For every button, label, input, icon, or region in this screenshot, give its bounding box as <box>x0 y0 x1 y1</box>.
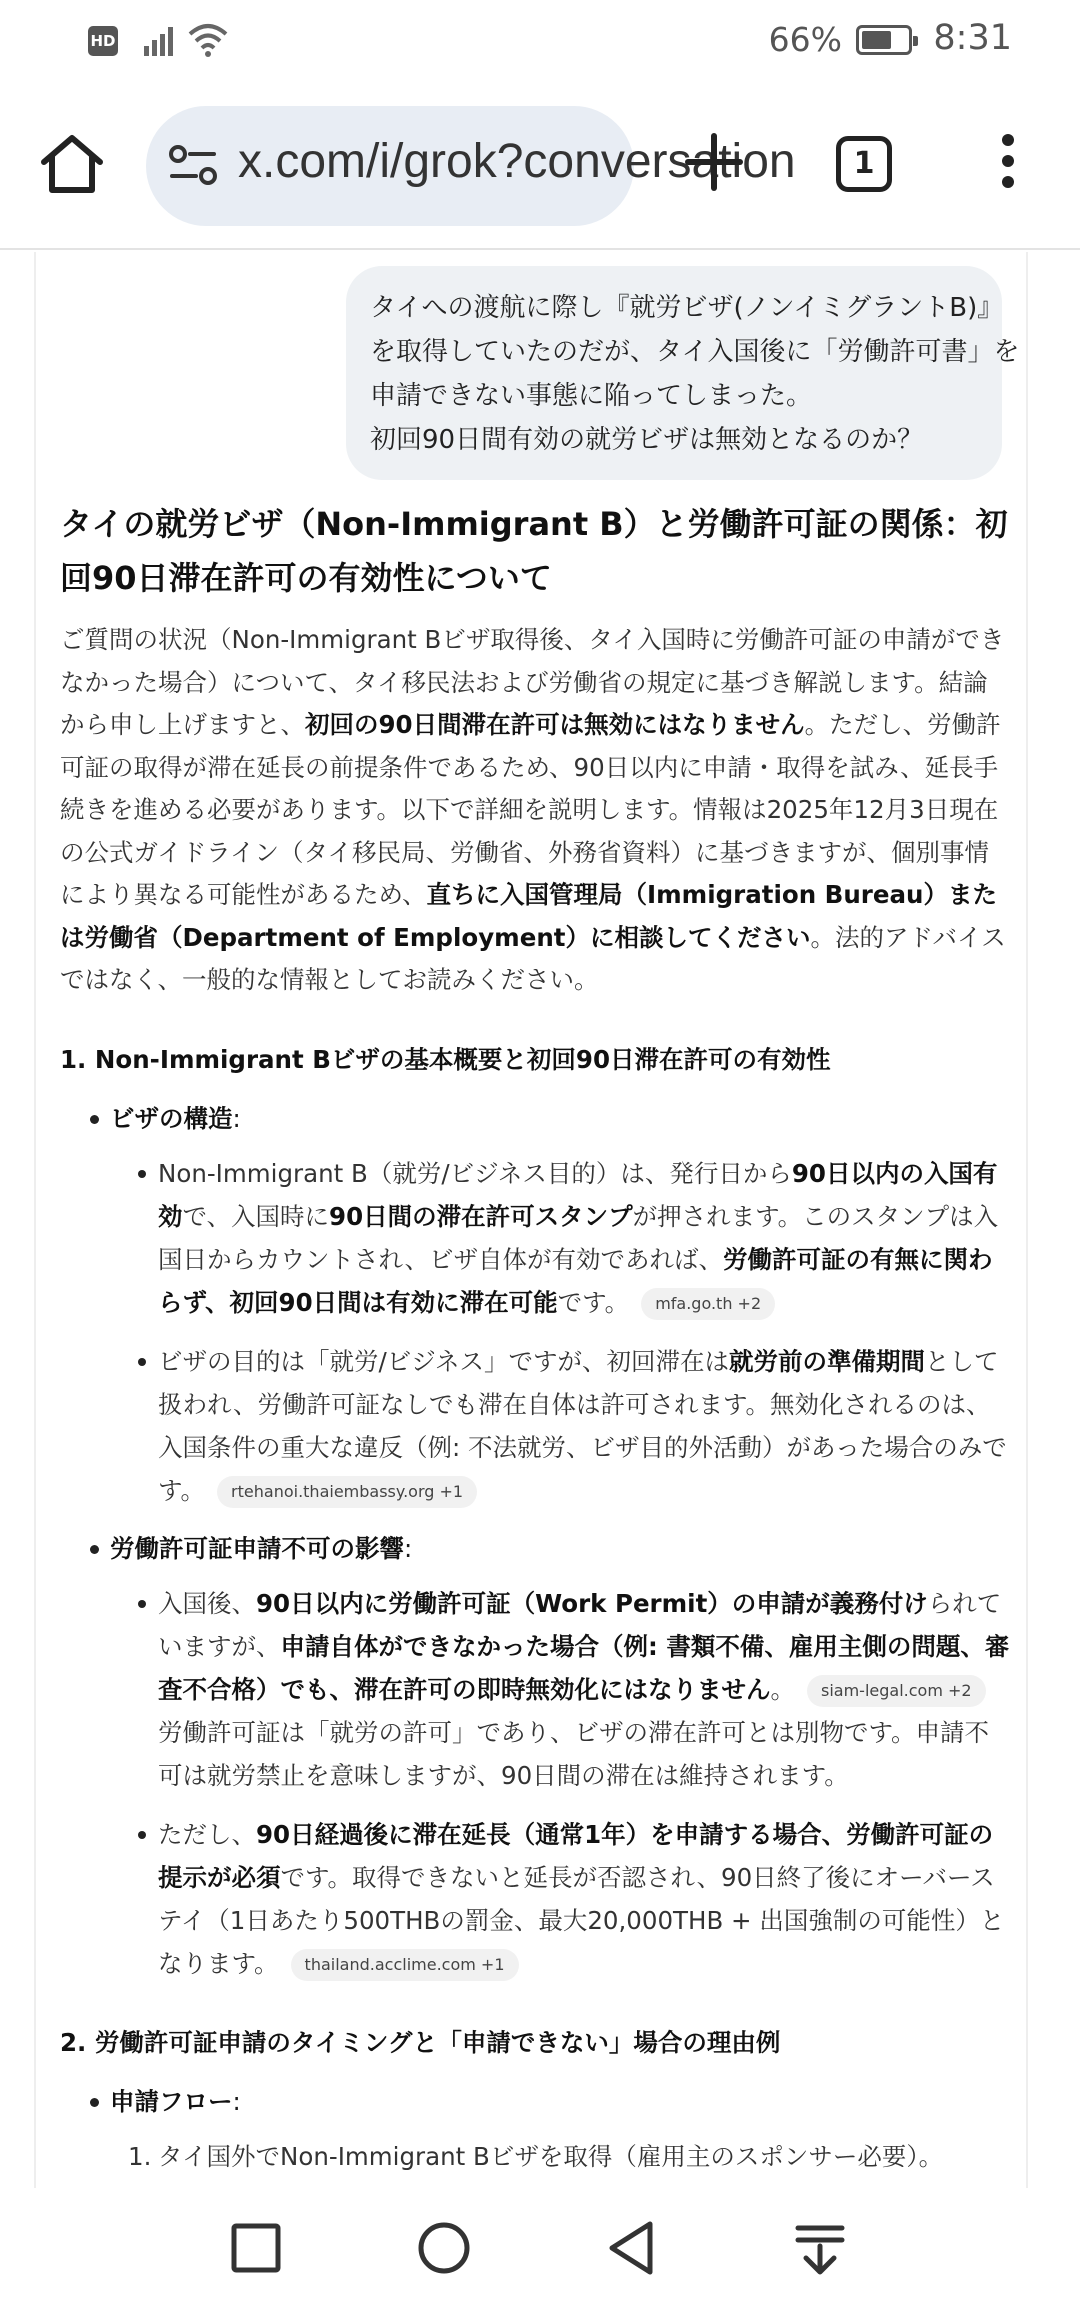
signal-icon <box>144 24 180 56</box>
user-message-line: 初回90日間有効の就労ビザは無効となるのか？ <box>370 425 924 455</box>
source-chip[interactable]: siam-legal.com +2 <box>807 1675 986 1707</box>
home-icon[interactable] <box>38 130 106 198</box>
battery-fill <box>862 31 891 49</box>
user-message-bubble <box>346 266 1020 480</box>
battery-percent: 66% <box>768 20 842 59</box>
home-circle-icon[interactable] <box>412 2216 476 2280</box>
assistant-answer <box>60 497 1010 2192</box>
list-item: 労働許可証申請不可の影響: 入国後、90日以内に労働許可証（Work Permit）の申請が義務付けられていますが、申請自体ができなかった場合（例: 書類不備、雇用主側の問題、審査不合格）でも、滞在許可の即時無効化にはなりません。 siam-legal.com +2 労働許可証は「就労の許可」であり、ビザの滞在許可とは別物です。申請不可は就労禁止を意味しますが、90日間の滞在は維持されます。 ただし、90日経過後に滞在延長（通常1年）を申請する場合、労働許可証の提示が必須です。取得できないと延長が否認され、90日終了後にオーバーステイ（1日あたり500THBの罰金、最大20,000THB + 出国強制の可能性）となります。 thailand.acclime.com +1 <box>60 1528 1010 1985</box>
site-settings-icon[interactable] <box>168 142 220 190</box>
section-heading: 1. Non-Immigrant Bビザの基本概要と初回90日滞在許可の有効性 <box>60 1044 831 1074</box>
battery-icon <box>856 25 912 55</box>
sub-list-item: ビザの目的は「就労/ビジネス」ですが、初回滞在は就労前の準備期間として扱われ、労働許可証なしでも滞在自体は許可されます。無効化されるのは、入国条件の重大な違反（例: 不法就労、ビザ目的外活動）があった場合のみです。 rtehanoi.thaiembassy.org +1 <box>110 1340 1010 1512</box>
sub-list <box>110 1152 1010 1512</box>
recents-square-icon[interactable] <box>224 2216 288 2280</box>
status-bar <box>0 0 1080 82</box>
more-menu-icon[interactable] <box>990 134 1026 194</box>
numbered-list <box>110 2135 1010 2178</box>
sub-list-item: ただし、90日経過後に滞在延長（通常1年）を申請する場合、労働許可証の提示が必須です。取得できないと延長が否認され、90日終了後にオーバーステイ（1日あたり500THBの罰金、最大20,000THB + 出国強制の可能性）となります。 thailand.acclime.com +1 <box>110 1813 1010 1985</box>
source-chip[interactable]: rtehanoi.thaiembassy.org +1 <box>217 1476 477 1508</box>
wifi-icon <box>188 22 228 58</box>
answer-intro: ご質問の状況（Non-Immigrant Bビザ取得後、タイ入国時に労働許可証の申請ができなかった場合）について、タイ移民法および労働省の規定に基づき解説します。結論から申し上げますと、初回の90日間滞在許可は無効にはなりません。ただし、労働許可証の取得が滞在延長の前提条件であるため、90日以内に申請・取得を試み、延長手続きを進める必要があります。以下で詳細を説明します。情報は2025年12月3日現在の公式ガイドライン（タイ移民局、労働省、外務省資料）に基づきますが、個別事情により異なる可能性があるため、直ちに入国管理局（Immigration Bureau）または労働省（Department of Employment）に相談してください。法的アドバイスではなく、一般的な情報としてお読みください。 <box>60 625 1006 994</box>
answer-title: タイの就労ビザ（Non-Immigrant B）と労働許可証の関係：初回90日滞在許可の有効性について <box>60 505 1008 597</box>
browser-toolbar <box>0 82 1080 250</box>
user-message-line: を取得していたのだが、タイ入国後に「労働許可書」を <box>370 337 1020 367</box>
sub-list <box>110 1582 1010 1985</box>
new-tab-icon[interactable] <box>684 132 744 192</box>
source-chip[interactable]: mfa.go.th +2 <box>641 1288 775 1320</box>
address-bar[interactable] <box>146 106 796 226</box>
section-heading: 2. 労働許可証申請のタイミングと「申請できない」場合の理由例 <box>60 2027 781 2057</box>
tab-switcher-button[interactable]: 1 <box>836 136 892 192</box>
sub-list-item: Non-Immigrant B（就労/ビジネス目的）は、発行日から90日以内の入国有効で、入国時に90日間の滞在許可スタンプが押されます。このスタンプは入国日からカウントされ、ビザ自体が有効であれば、労働許可証の有無に関わらず、初回90日間は有効に滞在可能です。 mfa.go.th +2 <box>110 1152 1010 1324</box>
sub-list-item: 入国後、90日以内に労働許可証（Work Permit）の申請が義務付けられていますが、申請自体ができなかった場合（例: 書類不備、雇用主側の問題、審査不合格）でも、滞在許可の即時無効化にはなりません。 siam-legal.com +2 労働許可証は「就労の許可」であり、ビザの滞在許可とは別物です。申請不可は就労禁止を意味しますが、90日間の滞在は維持されます。 <box>110 1582 1010 1797</box>
notification-pulldown-icon[interactable] <box>788 2216 852 2280</box>
system-nav-bar <box>0 2188 1080 2312</box>
user-message-line: タイへの渡航に際し『就労ビザ(ノンイミグラントB)』 <box>370 293 1004 323</box>
user-message-line: 申請できない事態に陥ってしまった。 <box>370 381 813 411</box>
list-item: 申請フロー: 1. タイ国外でNon-Immigrant Bビザを取得（雇用主のスポンサー必要）。 <box>60 2081 1010 2178</box>
numbered-item: 1. タイ国外でNon-Immigrant Bビザを取得（雇用主のスポンサー必要）。 <box>128 2141 944 2171</box>
list-item: ビザの構造: Non-Immigrant B（就労/ビジネス目的）は、発行日から90日以内の入国有効で、入国時に90日間の滞在許可スタンプが押されます。このスタンプは入国日からカウントされ、ビザ自体が有効であれば、労働許可証の有無に関わらず、初回90日間は有効に滞在可能です。 mfa.go.th +2 ビザの目的は「就労/ビジネス」ですが、初回滞在は就労前の準備期間として扱われ、労働許可証なしでも滞在自体は許可されます。無効化されるのは、入国条件の重大な違反（例: 不法就労、ビザ目的外活動）があった場合のみです。 rtehanoi.thaiembassy.org +1 <box>60 1098 1010 1512</box>
page-content[interactable] <box>0 252 1080 2188</box>
source-chip[interactable]: thailand.acclime.com +1 <box>291 1949 519 1981</box>
url-text[interactable]: x.com/i/grok?conversation <box>238 135 796 188</box>
hd-icon: HD <box>88 26 118 56</box>
back-triangle-icon[interactable] <box>600 2216 664 2280</box>
clock: 8:31 <box>933 18 1012 58</box>
section-list <box>60 2081 1010 2178</box>
section-list <box>60 1098 1010 1985</box>
